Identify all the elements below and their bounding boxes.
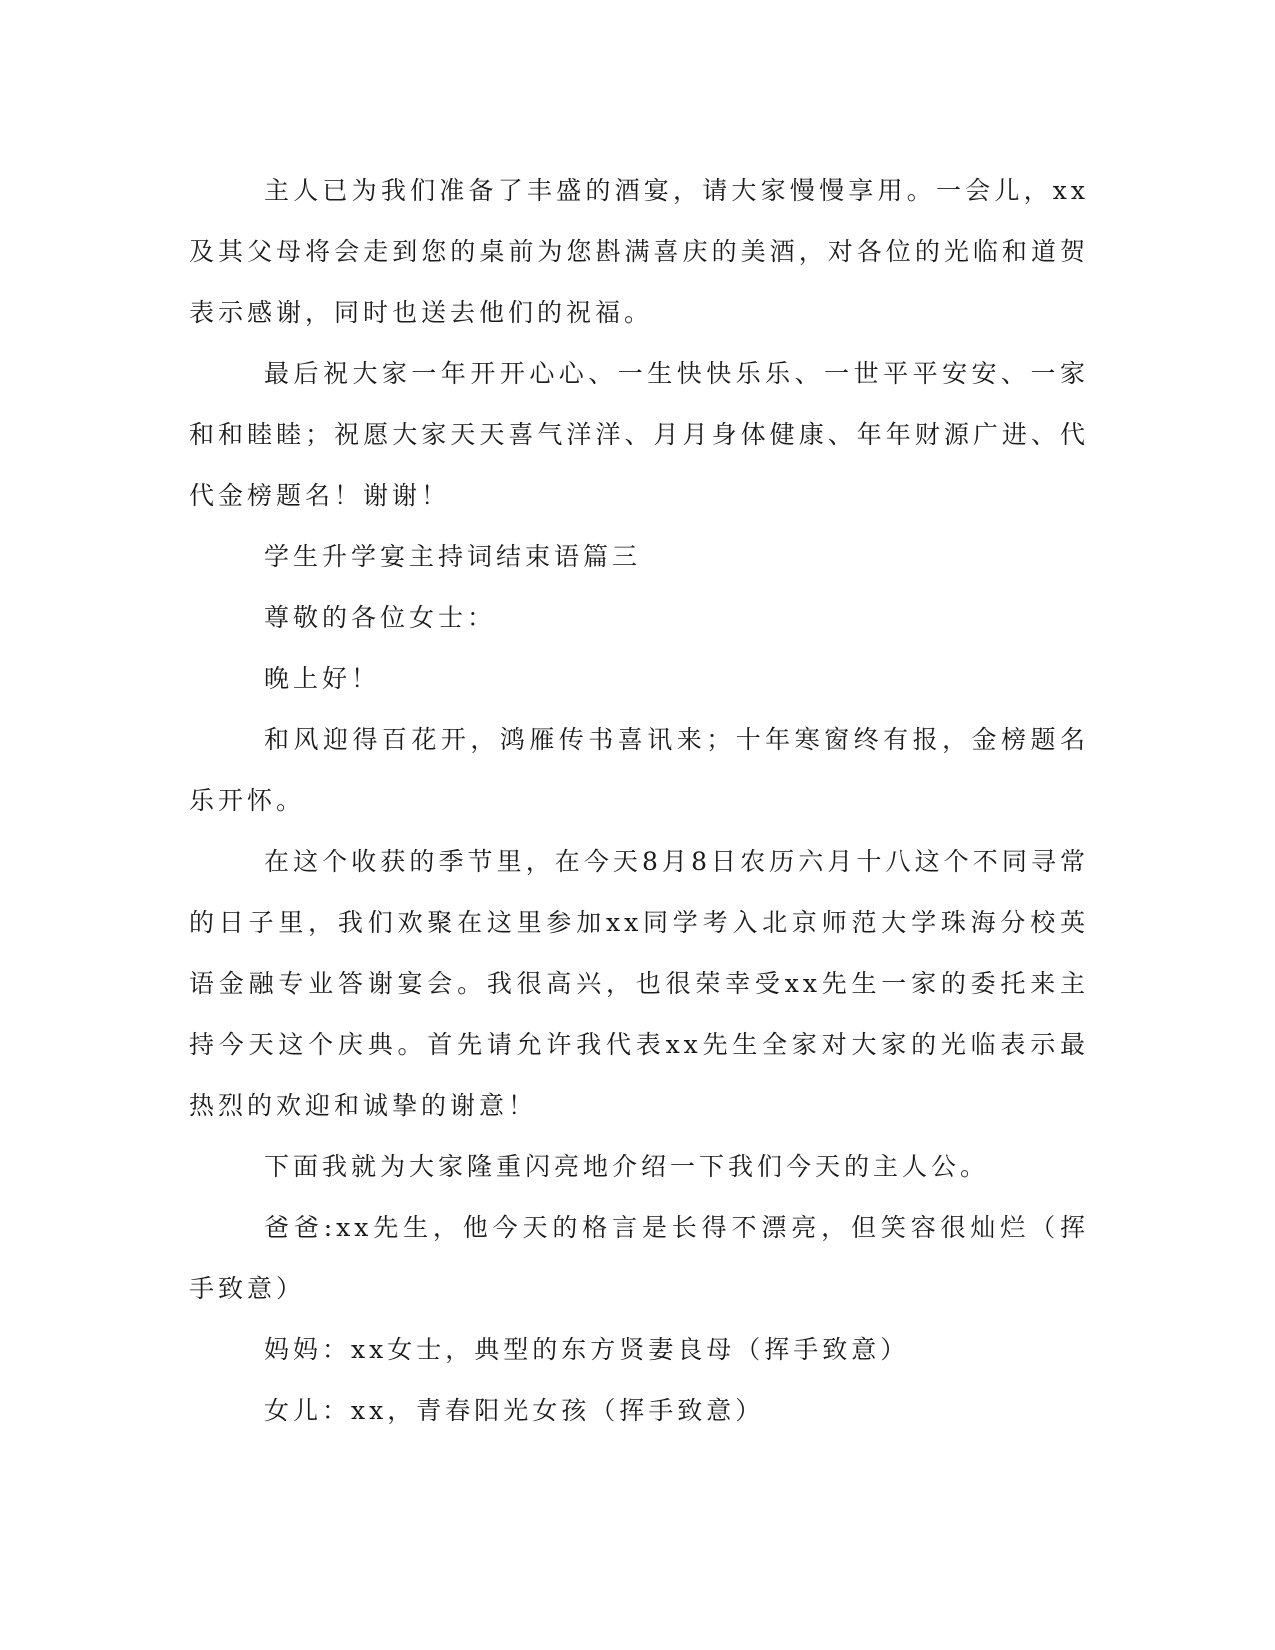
paragraph-banquet: 主人已为我们准备了丰盛的酒宴，请大家慢慢享用。一会儿，xx及其父母将会走到您的桌前为您斟满喜庆的美酒，对各位的光临和道贺表示感谢，同时也送去他们的祝福。 — [189, 176, 1089, 327]
paragraph-welcome: 在这个收获的季节里，在今天8月8日农历六月十八这个不同寻常的日子里，我们欢聚在这里参加xx同学考入北京师范大学珠海分校英语金融专业答谢宴会。我很高兴，也很荣幸受xx先生一家的委托来主持今天这个庆典。首先请允许我代表xx先生全家对大家的光临表示最热烈的欢迎和诚挚的谢意！ — [189, 847, 1089, 1120]
paragraph-poem: 和风迎得百花开，鸿雁传书喜讯来；十年寒窗终有报，金榜题名乐开怀。 — [189, 725, 1089, 815]
paragraph-father: 爸爸:xx先生，他今天的格言是长得不漂亮，但笑容很灿烂（挥手致意） — [189, 1213, 1089, 1303]
salutation: 尊敬的各位女士： — [264, 603, 497, 632]
section-heading: 学生升学宴主持词结束语篇三 — [264, 542, 642, 571]
document-page — [189, 160, 1089, 1441]
paragraph-daughter: 女儿：xx，青春阳光女孩（挥手致意） — [264, 1396, 765, 1425]
paragraph-introduction: 下面我就为大家隆重闪亮地介绍一下我们今天的主人公。 — [264, 1152, 990, 1181]
paragraph-mother: 妈妈：xx女士，典型的东方贤妻良母（挥手致意） — [264, 1335, 910, 1364]
greeting: 晚上好！ — [264, 664, 381, 693]
paragraph-closing-wishes: 最后祝大家一年开开心心、一生快快乐乐、一世平平安安、一家和和睦睦；祝愿大家天天喜气洋洋、月月身体健康、年年财源广进、代代金榜题名！谢谢！ — [189, 359, 1089, 510]
